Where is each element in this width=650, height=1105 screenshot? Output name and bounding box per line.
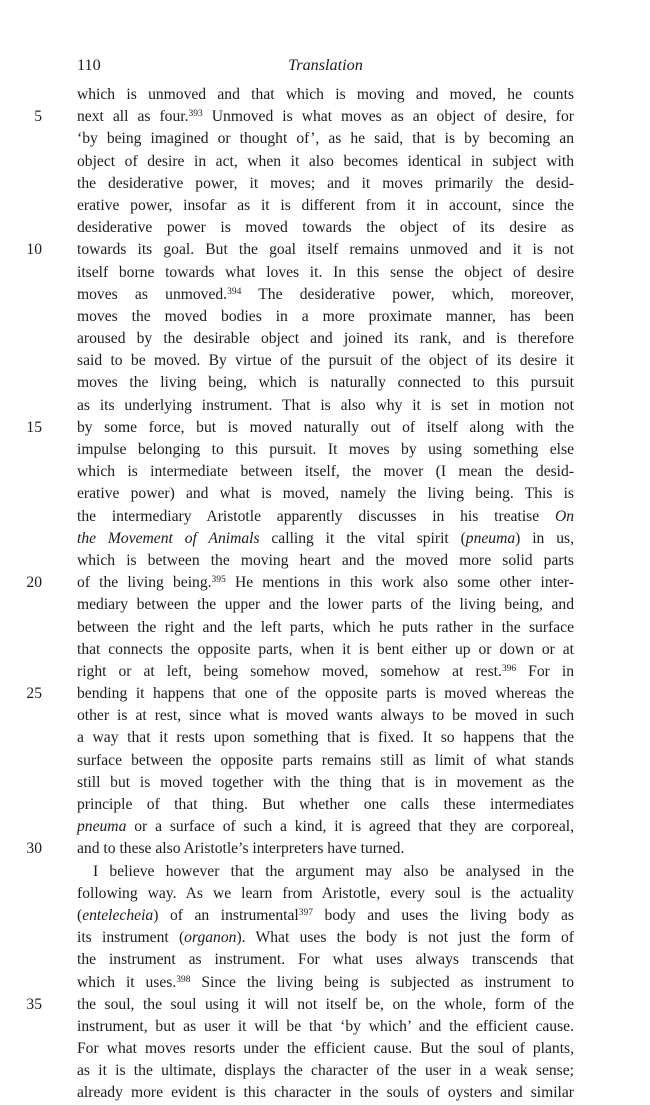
line-text: as it is the ultimate, displays the character of the user in a weak sense; xyxy=(77,1062,574,1080)
line-text: which it uses.$^{398}$ Since the living being is subjected as instrument to xyxy=(77,973,574,991)
line-text: other is at rest, since what is moved wants always to be moved in such xyxy=(77,707,574,725)
line-number: 5 xyxy=(34,108,42,126)
text-line xyxy=(0,461,650,483)
text-line xyxy=(0,661,650,683)
line-text: impulse belonging to this pursuit. It moves by using something else xyxy=(77,441,574,458)
line-text: pneuma or a surface of such a kind, it is agreed that they are corporeal, xyxy=(77,818,574,836)
line-text: itself borne towards what loves it. In this sense the object of desire xyxy=(77,263,574,281)
text-line xyxy=(0,350,650,372)
line-text: the soul, the soul using it will not itself be, on the whole, form of the xyxy=(77,995,574,1013)
running-title: Translation xyxy=(288,56,363,74)
line-text: its instrument (organon). What uses the body is not just the form of xyxy=(77,929,574,947)
line-text: and to these also Aristotle’s interpreters have turned. xyxy=(77,840,405,858)
text-line xyxy=(0,905,650,927)
page-number: 110 xyxy=(77,56,101,74)
text-line xyxy=(0,705,650,727)
body-text xyxy=(0,84,650,1105)
line-number: 20 xyxy=(26,574,42,592)
text-line xyxy=(0,683,650,705)
line-text: still but is moved together with the thing that is in movement as the xyxy=(77,773,574,791)
text-line xyxy=(0,949,650,971)
text-line xyxy=(0,306,650,328)
line-text: (entelecheia) of an instrumental$^{397}$ body and uses the living body as xyxy=(77,906,574,924)
line-text: instrument, but as user it will be that ‘by which’ and the efficient cause. xyxy=(77,1017,574,1035)
text-line xyxy=(0,816,650,838)
text-line xyxy=(0,239,650,261)
line-number: 35 xyxy=(26,995,42,1013)
text-line xyxy=(0,1016,650,1038)
line-text: that connects the opposite parts, when it is bent either up or down or at xyxy=(77,640,574,658)
line-text: said to be moved. By virtue of the pursuit of the object of its desire it xyxy=(77,352,574,370)
line-text: next all as four.$^{393}$ Unmoved is what moves as an object of desire, for xyxy=(77,108,574,126)
text-line xyxy=(0,417,650,439)
line-number: 15 xyxy=(26,418,42,436)
line-text: following way. As we learn from Aristotle, every soul is the actuality xyxy=(77,884,574,902)
line-text: moves the moved bodies in a more proximate manner, has been xyxy=(77,307,574,325)
text-line xyxy=(0,284,650,306)
line-text: the instrument as instrument. For what uses always transcends that xyxy=(77,951,574,969)
text-line xyxy=(0,528,650,550)
line-text: between the right and the left parts, which he puts rather in the surface xyxy=(77,618,574,636)
line-text: which is intermediate between itself, the mover (I mean the desid- xyxy=(77,463,574,481)
text-line xyxy=(0,727,650,749)
text-line xyxy=(0,106,650,128)
line-text: a way that it rests upon something that is fixed. It so happens that the xyxy=(77,729,574,747)
text-line xyxy=(0,328,650,350)
text-line xyxy=(0,838,650,860)
line-text: mediary between the upper and the lower parts of the living being, and xyxy=(77,596,574,614)
line-text: surface between the opposite parts remains still as limit of what stands xyxy=(77,751,574,769)
text-line xyxy=(0,217,650,239)
text-line xyxy=(0,994,650,1016)
line-text: the Movement of Animals calling it the vital spirit (pneuma) in us, xyxy=(77,529,574,547)
text-line xyxy=(0,794,650,816)
line-text: of the living being.$^{395}$ He mentions in this work also some other inter- xyxy=(77,574,574,592)
line-text: the intermediary Aristotle apparently discusses in his treatise On xyxy=(77,507,574,525)
text-line xyxy=(0,1060,650,1082)
line-text: by some force, but is moved naturally out of itself along with the xyxy=(77,418,574,436)
line-text: ‘by being imagined or thought of’, as he said, that is by becoming an xyxy=(77,130,574,148)
line-text: towards its goal. But the goal itself remains unmoved and it is not xyxy=(77,241,574,259)
page-header xyxy=(77,54,574,76)
line-text: already more evident is this character in the souls of oysters and similar xyxy=(77,1084,574,1102)
line-text: For what moves resorts under the efficient cause. But the soul of plants, xyxy=(77,1040,574,1058)
line-number: 10 xyxy=(26,241,42,259)
line-text: the desiderative power, it moves; and it moves primarily the desid- xyxy=(77,174,574,192)
text-line xyxy=(0,372,650,394)
text-line xyxy=(0,572,650,594)
line-text: bending it happens that one of the opposite parts is moved whereas the xyxy=(77,685,574,703)
line-text: I believe however that the argument may also be analysed in the xyxy=(93,862,574,880)
text-line xyxy=(0,1082,650,1104)
line-text: as its underlying instrument. That is also why it is set in motion not xyxy=(77,396,574,414)
line-text: aroused by the desirable object and joined its rank, and is therefore xyxy=(77,330,574,348)
text-line xyxy=(0,639,650,661)
text-line xyxy=(0,594,650,616)
text-line xyxy=(0,972,650,994)
text-line xyxy=(0,84,650,106)
text-line xyxy=(0,151,650,173)
text-line xyxy=(0,550,650,572)
line-text: principle of that thing. But whether one calls these intermediates xyxy=(77,796,574,813)
line-text: erative power, insofar as it is different from it in account, since the xyxy=(77,196,574,214)
line-text: moves the living being, which is naturally connected to this pursuit xyxy=(77,374,574,392)
text-line xyxy=(0,483,650,505)
text-line xyxy=(0,927,650,949)
line-text: erative power) and what is moved, namely the living being. This is xyxy=(77,485,574,503)
text-line xyxy=(0,772,650,794)
line-text: right or at left, being somehow moved, somehow at rest.$^{396}$ For in xyxy=(77,662,575,680)
line-number: 30 xyxy=(26,840,42,858)
line-number: 25 xyxy=(26,685,42,703)
text-line xyxy=(0,617,650,639)
text-line xyxy=(0,506,650,528)
text-line xyxy=(0,439,650,461)
text-line xyxy=(0,128,650,150)
line-text: object of desire in act, when it also becomes identical in subject with xyxy=(77,152,574,170)
line-text: desiderative power is moved towards the object of its desire as xyxy=(77,219,574,237)
text-line xyxy=(0,195,650,217)
text-line xyxy=(0,861,650,883)
text-line xyxy=(0,1038,650,1060)
line-text: moves as unmoved.$^{394}$ The desiderative power, which, moreover, xyxy=(77,285,574,303)
text-line xyxy=(0,395,650,417)
text-line xyxy=(0,262,650,284)
line-text: which is unmoved and that which is moving and moved, he counts xyxy=(77,86,574,103)
text-line xyxy=(0,883,650,905)
text-line xyxy=(0,173,650,195)
line-text: which is between the moving heart and the moved more solid parts xyxy=(77,551,574,569)
text-line xyxy=(0,750,650,772)
